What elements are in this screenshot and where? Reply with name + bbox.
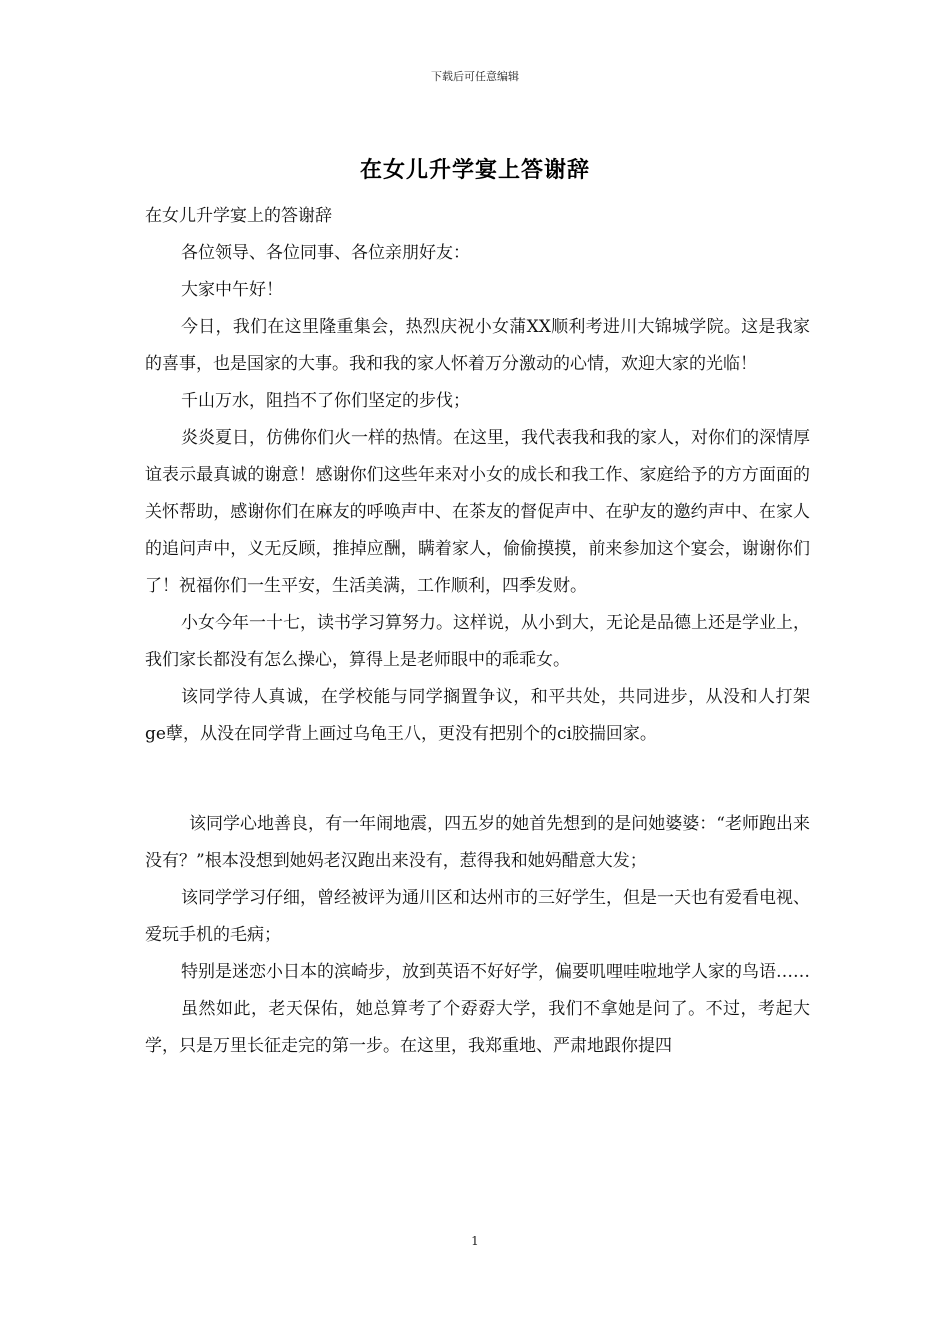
paragraph-salutation: 各位领导、各位同事、各位亲朋好友： xyxy=(181,243,470,263)
blank-line xyxy=(145,753,810,806)
paragraph: 千山万水，阻挡不了你们坚定的步伐； xyxy=(181,391,470,411)
page-number: 1 xyxy=(471,1234,479,1248)
paragraph: 虽然如此，老天保佑，她总算考了个孬孬大学，我们不拿她是问了。不过，考起大学，只是万里长征走完的第一步。在这里，我郑重地、严肃地跟你提四 xyxy=(145,999,810,1056)
document-body xyxy=(145,198,810,1065)
paragraph: 小女今年一十七，读书学习算努力。这样说，从小到大，无论是品德上还是学业上，我们家长都没有怎么操心，算得上是老师眼中的乖乖女。 xyxy=(145,613,810,670)
document-title: 在女儿升学宴上答谢辞 xyxy=(359,157,590,183)
paragraph: 该同学心地善良，有一年闹地震，四五岁的她首先想到的是问她婆婆：“老师跑出来没有？”根本没想到她妈老汉跑出来没有，惹得我和她妈醋意大发； xyxy=(145,814,810,871)
page-header: 下载后可任意编辑 xyxy=(431,70,519,83)
paragraph: 今日，我们在这里隆重集会，热烈庆祝小女蒲XX顺利考进川大锦城学院。这是我家的喜事，也是国家的大事。我和我的家人怀着万分激动的心情，欢迎大家的光临！ xyxy=(145,317,810,374)
paragraph: 特别是迷恋小日本的滨崎步，放到英语不好好学，偏要叽哩哇啦地学人家的鸟语…… xyxy=(181,962,810,982)
paragraph: 炎炎夏日，仿佛你们火一样的热情。在这里，我代表我和我的家人，对你们的深情厚谊表示最真诚的谢意！感谢你们这些年来对小女的成长和我工作、家庭给予的方方面面的关怀帮助，感谢你们在麻友的呼唤声中、在茶友的督促声中、在驴友的邀约声中、在家人的追问声中，义无反顾，推掉应酬，瞒着家人，偷偷摸摸，前来参加这个宴会，谢谢你们了！祝福你们一生平安，生活美满，工作顺利，四季发财。 xyxy=(145,428,810,596)
paragraph-subtitle: 在女儿升学宴上的答谢辞 xyxy=(145,206,332,226)
paragraph: 该同学待人真诚，在学校能与同学搁置争议，和平共处，共同进步，从没和人打架ge孽，从没在同学背上画过乌龟王八，更没有把别个的ci胶揣回家。 xyxy=(145,687,810,744)
paragraph: 该同学学习仔细，曾经被评为通川区和达州市的三好学生，但是一天也有爱看电视、爱玩手机的毛病； xyxy=(145,888,810,945)
paragraph-greeting: 大家中午好！ xyxy=(181,280,283,300)
